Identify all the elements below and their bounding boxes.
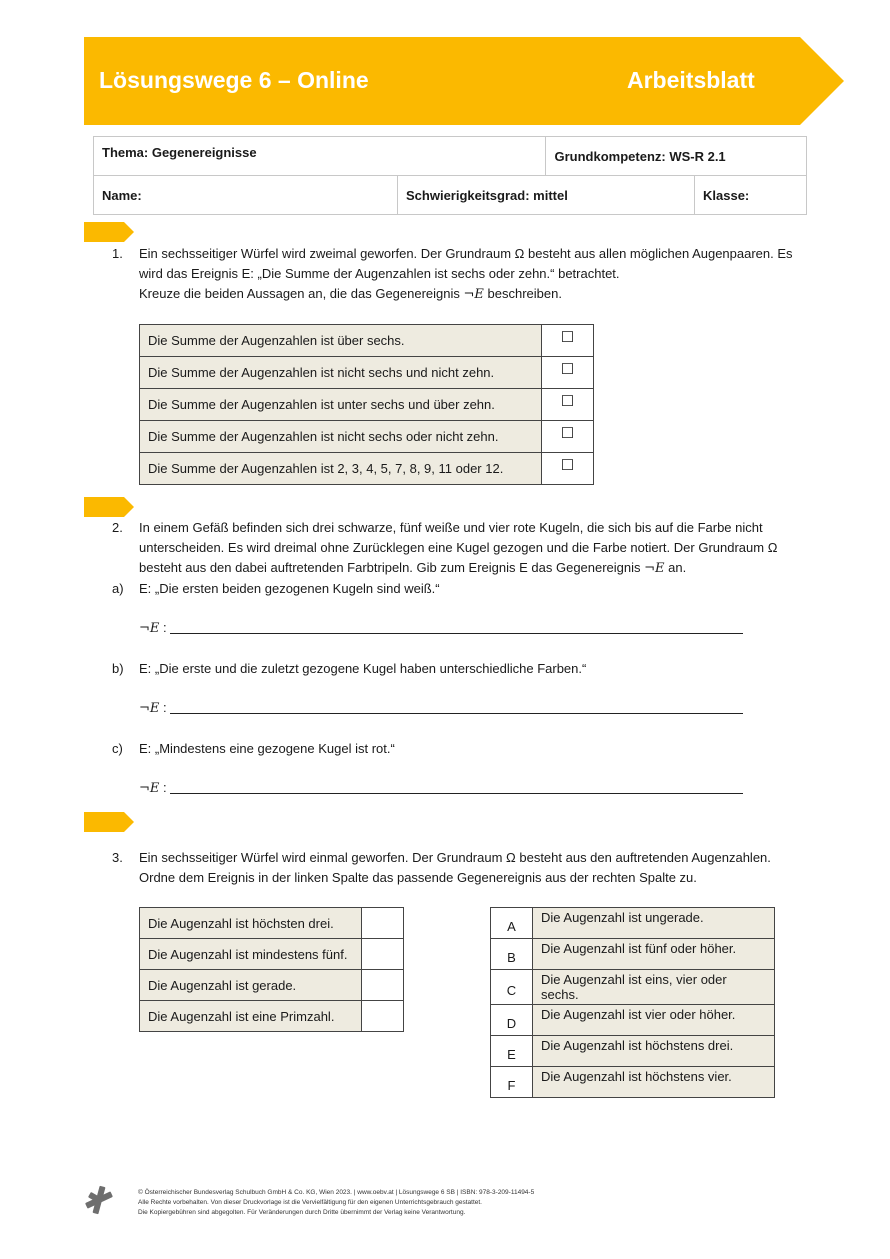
complement-row [491,1067,775,1098]
event-label: Die Augenzahl ist höchsten drei. [140,908,362,939]
task1-number: 1. [112,246,123,261]
task1-line3 [139,284,799,305]
neg-e-symbol: ¬E [139,621,160,636]
option-checkbox[interactable]: ☐ [542,453,594,485]
complement-table [490,907,775,1098]
option-row [140,453,594,485]
complement-letter: C [491,970,533,1005]
class-cell: Klasse: [695,176,807,215]
footer [138,1188,534,1218]
complement-letter: B [491,939,533,970]
option-label: Die Summe der Augenzahlen ist 2, 3, 4, 5, 7, 8, 9, 11 oder 12. [140,453,542,485]
answer-c-label [139,780,167,796]
difficulty-cell: Schwierigkeitsgrad: mittel [398,176,695,215]
option-row [140,389,594,421]
answer-colon: : [159,620,167,635]
complement-text: Die Augenzahl ist fünf oder höher. [533,939,775,970]
publisher-logo-icon [84,1185,114,1215]
event-row [140,939,404,970]
task2-line2: unterscheiden. Es wird dreimal ohne Zurücklegen eine Kugel gezogen und die Farbe notiert. Der Grundraum Ω [139,540,778,555]
header-banner [84,37,844,125]
answer-a-label [139,620,167,636]
event-label: Die Augenzahl ist mindestens fünf. [140,939,362,970]
complement-row [491,1036,775,1067]
option-checkbox[interactable]: ☐ [542,389,594,421]
answer-b-label [139,700,167,716]
task2-line3-pre: besteht aus den dabei auftretenden Farbtripeln. Gib zum Ereignis E das Gegenereignis [139,560,645,575]
complement-row [491,939,775,970]
complement-text: Die Augenzahl ist eins, vier oder sechs. [533,970,775,1005]
task-marker [84,497,134,517]
task2-line3 [139,558,799,579]
option-checkbox[interactable]: ☐ [542,325,594,357]
match-input[interactable] [362,970,404,1001]
match-input[interactable] [362,1001,404,1032]
part-a-label: a) [112,581,124,596]
task-marker [84,222,134,242]
option-label: Die Summe der Augenzahlen ist nicht sechs und nicht zehn. [140,357,542,389]
option-row [140,357,594,389]
task1-options-table [139,324,594,485]
task3-line2: Ordne dem Ereignis in der linken Spalte das passende Gegenereignis aus der rechten Spalte zu. [139,870,697,885]
event-row [140,1001,404,1032]
name-cell: Name: [94,176,398,215]
event-label: Die Augenzahl ist gerade. [140,970,362,1001]
task3-text [139,848,799,888]
match-input[interactable] [362,908,404,939]
option-label: Die Summe der Augenzahlen ist unter sechs und über zehn. [140,389,542,421]
neg-e-symbol: ¬E [463,287,484,302]
complement-text: Die Augenzahl ist ungerade. [533,908,775,939]
option-row [140,325,594,357]
answer-colon: : [159,700,167,715]
task1-line3-pre: Kreuze die beiden Aussagen an, die das Gegenereignis [139,286,464,301]
event-label: Die Augenzahl ist eine Primzahl. [140,1001,362,1032]
complement-letter: E [491,1036,533,1067]
competence-cell: Grundkompetenz: WS-R 2.1 [546,137,807,176]
task3-number: 3. [112,850,123,865]
part-b-label: b) [112,661,124,676]
task2-line1: In einem Gefäß befinden sich drei schwarze, fünf weiße und vier rote Kugeln, die sich bis auf die Farbe nicht [139,520,763,535]
task1-line2: wird das Ereignis E: „Die Summe der Augenzahlen ist sechs oder zehn.“ betrachtet. [139,266,620,281]
complement-letter: F [491,1067,533,1098]
task2-number: 2. [112,520,123,535]
task1-text [139,244,799,305]
part-a-text: E: „Die ersten beiden gezogenen Kugeln sind weiß.“ [139,581,440,596]
task1-line3-post: beschreiben. [483,286,562,301]
option-checkbox[interactable]: ☐ [542,421,594,453]
footer-disclaimer: Die Kopiergebühren sind abgegolten. Für Veränderungen durch Dritte übernimmt der Verlag keine Verantwortung. [138,1209,466,1216]
task-marker [84,812,134,832]
event-row [140,908,404,939]
part-c-text: E: „Mindestens eine gezogene Kugel ist rot.“ [139,741,395,756]
complement-row [491,1005,775,1036]
option-row [140,421,594,453]
complement-row [491,908,775,939]
complement-letter: A [491,908,533,939]
event-row [140,970,404,1001]
footer-copyright: © Österreichischer Bundesverlag Schulbuch GmbH & Co. KG, Wien 2023. | www.oebv.at | Lösungswege 6 SB | ISBN: 978-3-209-11494-5 [138,1189,535,1196]
option-label: Die Summe der Augenzahlen ist über sechs. [140,325,542,357]
task1-line1: Ein sechsseitiger Würfel wird zweimal geworfen. Der Grundraum Ω besteht aus allen möglichen Augenpaaren. Es [139,246,793,261]
task2-text [139,518,799,579]
document-type: Arbeitsblatt [627,67,755,93]
footer-rights: Alle Rechte vorbehalten. Von dieser Druckvorlage ist die Vervielfältigung für den eigenen Unterrichtsgebrauch gestattet. [138,1199,482,1206]
complement-text: Die Augenzahl ist höchstens drei. [533,1036,775,1067]
answer-c-line[interactable] [170,780,743,794]
option-checkbox[interactable]: ☐ [542,357,594,389]
neg-e-symbol: ¬E [139,701,160,716]
complement-text: Die Augenzahl ist vier oder höher. [533,1005,775,1036]
topic-cell: Thema: Gegenereignisse [94,137,546,176]
complement-letter: D [491,1005,533,1036]
task2-line3-post: an. [664,560,687,575]
answer-a-line[interactable] [170,620,743,634]
events-table [139,907,404,1032]
complement-text: Die Augenzahl ist höchstens vier. [533,1067,775,1098]
option-label: Die Summe der Augenzahlen ist nicht sechs oder nicht zehn. [140,421,542,453]
page-title: Lösungswege 6 – Online [99,67,369,93]
neg-e-symbol: ¬E [139,781,160,796]
answer-colon: : [159,780,167,795]
info-table [93,136,807,215]
task3-line1: Ein sechsseitiger Würfel wird einmal geworfen. Der Grundraum Ω besteht aus den auftretenden Augenzahlen. [139,850,771,865]
complement-row [491,970,775,1005]
part-c-label: c) [112,741,123,756]
neg-e-symbol: ¬E [644,561,665,576]
answer-b-line[interactable] [170,700,743,714]
part-b-text: E: „Die erste und die zuletzt gezogene Kugel haben unterschiedliche Farben.“ [139,661,587,676]
match-input[interactable] [362,939,404,970]
